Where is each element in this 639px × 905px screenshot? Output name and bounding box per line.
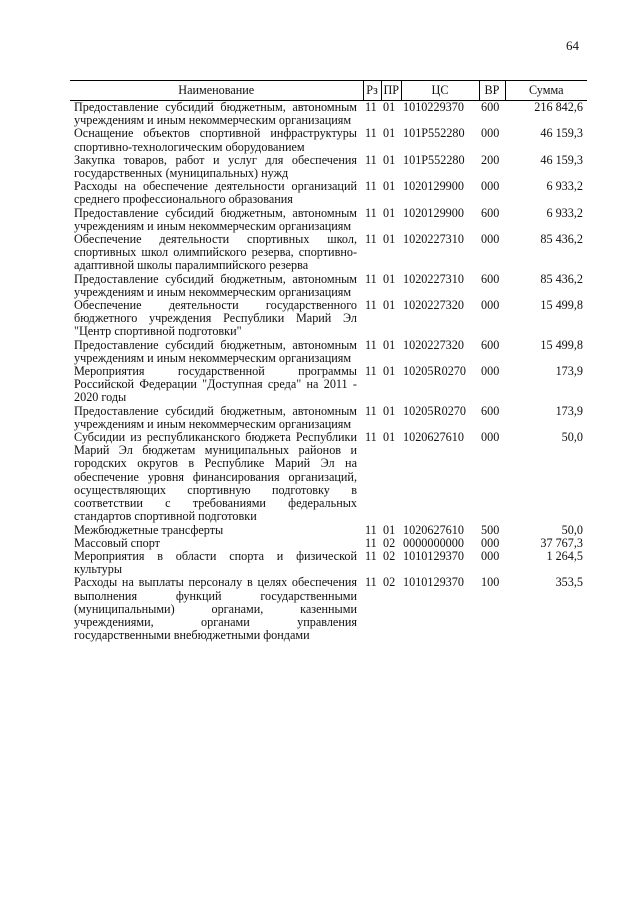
cell-name: Мероприятия в области спорта и физической культуры [74,548,357,577]
cell-sum: 6 933,2 [546,205,583,220]
table-row [70,180,587,206]
header-rz: Рз [363,81,381,101]
cell-vr: 000 [481,535,500,550]
cell-sum: 173,9 [555,403,583,418]
cell-sum: 6 933,2 [546,179,583,194]
budget-table-container [70,80,587,642]
table-row [70,127,587,153]
cell-cs: 1020129900 [403,205,464,220]
cell-pr: 01 [383,403,396,418]
cell-vr: 600 [481,403,500,418]
page-number: 64 [566,38,579,53]
table-row [70,207,587,233]
cell-name: Массовый спорт [74,535,160,550]
table-row [70,101,587,128]
cell-rz: 11 [365,337,377,352]
header-vr: ВР [479,81,505,101]
cell-rz: 11 [365,271,377,286]
cell-name: Предоставление субсидий бюджетным, автономным учреждениям и иным некоммерческим организациям [74,337,357,365]
cell-sum: 15 499,8 [540,337,583,352]
header-cs: ЦС [401,81,479,101]
cell-cs: 1010129370 [403,548,464,563]
table-row [70,576,587,642]
cell-rz: 11 [365,575,377,590]
cell-name: Оснащение объектов спортивной инфраструктуры спортивно-технологическим оборудованием [74,126,357,154]
cell-sum: 216 842,6 [534,100,583,114]
cell-cs: 1020227310 [403,232,464,247]
table-body [70,101,587,643]
cell-cs: 1010129370 [403,575,464,590]
cell-cs: 1020227320 [403,298,464,313]
table-row [70,537,587,550]
cell-rz: 11 [365,364,377,379]
cell-vr: 600 [481,205,500,220]
cell-vr: 000 [481,298,500,313]
cell-sum: 85 436,2 [540,232,583,247]
cell-pr: 02 [383,548,396,563]
cell-rz: 11 [365,430,377,445]
cell-vr: 000 [481,548,500,563]
cell-name: Обеспечение деятельности государственного бюджетного учреждения Республики Марий Эл "Центр спортивной подготовки" [74,298,357,339]
header-sum: Сумма [505,81,587,101]
cell-sum: 50,0 [561,430,583,445]
table-row [70,339,587,365]
cell-sum: 173,9 [555,364,583,379]
header-name: Наименование [70,81,363,101]
cell-pr: 01 [383,271,396,286]
cell-pr: 02 [383,575,396,590]
cell-cs: 101P552280 [403,126,465,141]
cell-cs: 1020227320 [403,337,464,352]
table-row [70,431,587,523]
cell-name: Мероприятия государственной программы Российской Федерации "Доступная среда" на 2011 - 2020 годы [74,364,357,405]
cell-vr: 200 [481,152,500,167]
cell-sum: 1 264,5 [546,548,583,563]
cell-rz: 11 [365,403,377,418]
table-header [70,81,587,101]
cell-name: Расходы на обеспечение деятельности организаций среднего профессионального образования [74,179,357,207]
cell-name: Обеспечение деятельности спортивных школ, спортивных школ олимпийского резерва, спортивно-адаптивной школы паралимпийского резерва [74,232,357,273]
cell-pr: 01 [383,179,396,194]
cell-cs: 1010229370 [403,100,464,114]
cell-cs: 10205R0270 [403,403,466,418]
cell-pr: 01 [383,337,396,352]
cell-name: Предоставление субсидий бюджетным, автономным учреждениям и иным некоммерческим организациям [74,271,357,299]
cell-cs: 101P552280 [403,152,465,167]
cell-rz: 11 [365,548,377,563]
table-row [70,550,587,576]
cell-name: Предоставление субсидий бюджетным, автономным учреждениям и иным некоммерческим организациям [74,100,357,128]
cell-pr: 01 [383,205,396,220]
cell-cs: 1020627610 [403,522,464,537]
cell-pr: 01 [383,522,396,537]
cell-cs: 1020627610 [403,430,464,445]
cell-rz: 11 [365,522,377,537]
cell-vr: 600 [481,337,500,352]
table-row [70,524,587,537]
cell-vr: 000 [481,364,500,379]
cell-vr: 600 [481,271,500,286]
cell-sum: 15 499,8 [540,298,583,313]
cell-cs: 10205R0270 [403,364,466,379]
table-row [70,405,587,431]
cell-rz: 11 [365,205,377,220]
cell-rz: 11 [365,535,377,550]
table-row [70,299,587,339]
cell-sum: 50,0 [561,522,583,537]
cell-cs: 1020129900 [403,179,464,194]
cell-rz: 11 [365,179,377,194]
cell-sum: 37 767,3 [540,535,583,550]
cell-cs: 1020227310 [403,271,464,286]
cell-vr: 600 [481,100,500,114]
table-row [70,154,587,180]
cell-pr: 01 [383,430,396,445]
header-pr: ПР [381,81,401,101]
cell-pr: 01 [383,126,396,141]
table-row [70,273,587,299]
cell-vr: 000 [481,126,500,141]
cell-sum: 85 436,2 [540,271,583,286]
cell-name: Закупка товаров, работ и услуг для обеспечения государственных (муниципальных) нужд [74,152,357,181]
cell-pr: 01 [383,298,396,313]
cell-pr: 01 [383,232,396,247]
cell-vr: 000 [481,179,500,194]
cell-name: Предоставление субсидий бюджетным, автономным учреждениям и иным некоммерческим организациям [74,403,357,431]
cell-name: Расходы на выплаты персоналу в целях обеспечения выполнения функций государственными (муниципальными) органами, казенными учреждениями, органами управления государственными внебюджетными фондами [74,575,357,643]
cell-name: Субсидии из республиканского бюджета Республики Марий Эл бюджетам муниципальных районов и городских округов в Республике Марий Эл на обеспечение уровня финансирования организаций, осуществляющих спортивную подготовку в соответствии с требованиями федеральных стандартов спортивной подготовки [74,430,357,524]
cell-pr: 01 [383,152,396,167]
budget-table [70,80,587,642]
cell-cs: 0000000000 [403,535,464,550]
cell-rz: 11 [365,232,377,247]
cell-rz: 11 [365,126,377,141]
cell-rz: 11 [365,298,377,313]
table-row [70,233,587,273]
cell-pr: 02 [383,535,396,550]
cell-name: Предоставление субсидий бюджетным, автономным учреждениям и иным некоммерческим организациям [74,205,357,233]
cell-pr: 01 [383,364,396,379]
table-row [70,365,587,405]
cell-pr: 01 [383,100,396,114]
cell-sum: 353,5 [555,575,583,590]
cell-vr: 000 [481,232,500,247]
cell-sum: 46 159,3 [540,126,583,141]
cell-rz: 11 [365,100,377,114]
cell-sum: 46 159,3 [540,152,583,167]
cell-vr: 500 [481,522,500,537]
cell-rz: 11 [365,152,377,167]
cell-vr: 000 [481,430,500,445]
cell-vr: 100 [481,575,500,590]
cell-name: Межбюджетные трансферты [74,522,224,537]
